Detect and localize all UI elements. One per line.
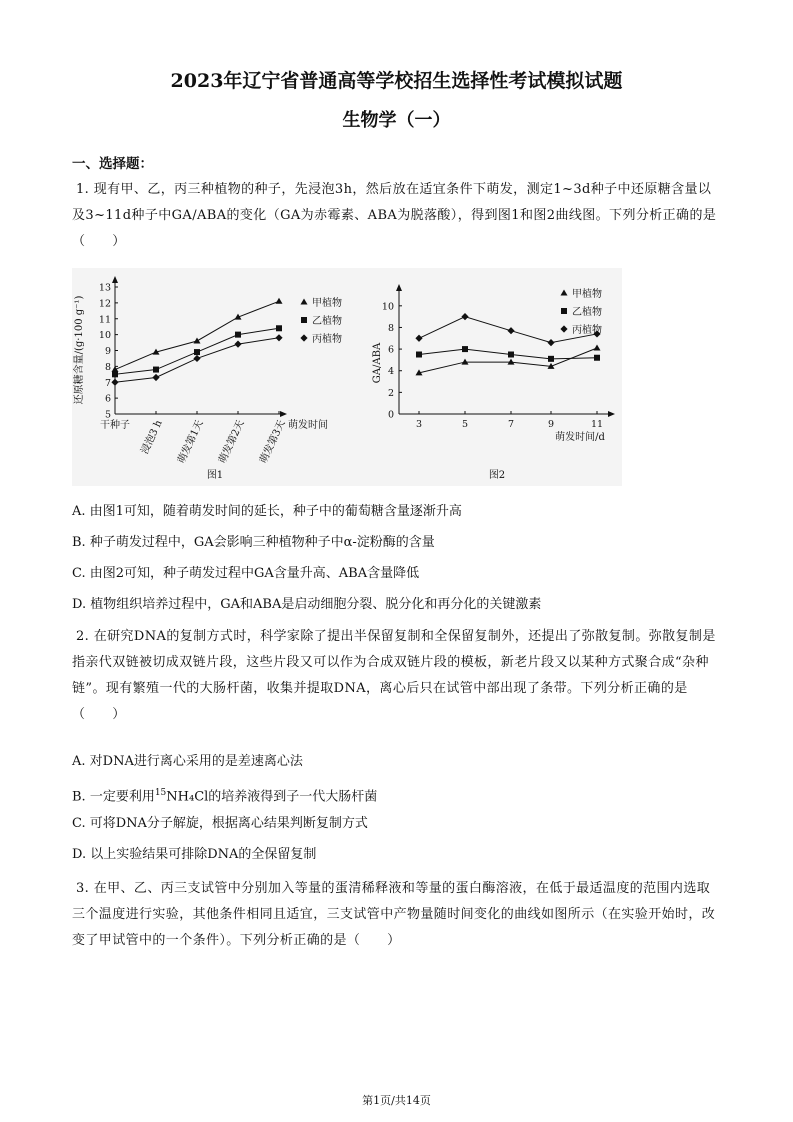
chart2-legend-label: 丙植物 [572,325,602,336]
chart2-point [461,313,468,320]
chart2-x-tick-label: 3 [415,419,423,430]
chart1-legend-label: 丙植物 [312,334,342,345]
q2-option-b-rest: NH₄Cl的培养液得到子一代大肠杆菌 [166,789,378,805]
chart2-y-label: GA/ABA [372,342,383,384]
chart1-x-tick-label: 萌发第2天 [217,418,247,466]
chart1-x-tick-label: 浸泡3 h [139,418,165,456]
chart1-x-arrow [280,411,287,417]
chart2-x-label: 萌发时间/d [555,432,605,443]
chart1-y-tick-label: 7 [104,377,111,389]
chart2-point [594,355,600,361]
chart1-x-tick-label: 干种子 [100,420,130,431]
chart2-y-tick-label: 8 [387,322,394,334]
chart2-y-tick-label: 6 [387,344,394,356]
chart1-point [235,332,241,338]
q1-option-c: C. 由图2可知，种子萌发过程中GA含量升高、ABA含量降低 [72,566,420,581]
page-title: 2023年辽宁省普通高等学校招生选择性考试模拟试题 [170,70,623,92]
chart2-y-arrow [396,284,402,291]
chart2-y-tick-label: 10 [381,301,394,313]
chart2-series-line-3 [419,317,597,343]
q1-option-d: D. 植物组织培养过程中，GA和ABA是启动细胞分裂、脱分化和再分化的关键激素 [72,597,542,612]
chart2-x-tick-label: 7 [507,419,515,430]
chart2-x-tick-label: 9 [547,419,555,430]
question-3-stem: 3. 在甲、乙、丙三支试管中分别加入等量的蛋清稀释液和等量的蛋白酶溶液，在低于最适温度的范围内选取三个温度进行实验，其他条件相同且适宜，三支试管中产物量随时间变化的曲线如图所示（在实验开始时，改变了甲试管中的一个条件）。下列分析正确的是（ ） [72,881,716,948]
question-2-stem: 2. 在研究DNA的复制方式时，科学家除了提出半保留复制和全保留复制外，还提出了弥散复制。弥散复制是指亲代双链被切成双链片段，这些片段又可以作为合成双链片段的模板，新老片段又以某种方式聚合成“杂种链”。现有繁殖一代的大肠杆菌，收集并提取DNA，离心后只在试管中部出现了条带。下列分析正确的是（ ） [72,629,716,722]
q2-option-b-text: B. 一定要利用 [72,789,155,805]
chart2-y-tick-label: 0 [387,409,394,421]
q2-option-b [72,783,377,807]
chart1-y-tick-label: 11 [98,314,111,326]
chart1-point [276,298,283,304]
chart1-point [152,374,159,381]
chart1-y-label: 还原糖含量/(g·100 g⁻¹) [74,295,85,405]
chart1-y-tick-label: 9 [104,346,111,357]
chart1-y-arrow [112,276,118,283]
chart2-point [508,359,515,365]
chart1-legend-marker [301,317,307,323]
q2-option-d: D. 以上实验结果可排除DNA的全保留复制 [72,847,317,862]
chart2-x-tick-label: 11 [590,419,604,430]
chart2-x-arrow [608,411,615,417]
chart1-legend-marker [300,334,307,341]
q1-option-b: B. 种子萌发过程中，GA会影响三种植物种子中α-淀粉酶的含量 [72,535,435,550]
chart2-point [508,352,514,358]
chart1-legend-label: 甲植物 [312,298,342,309]
chart1-y-tick-label: 13 [98,282,111,294]
chart1-point [153,367,159,373]
chart2-legend-label: 甲植物 [572,289,602,300]
chart2-title: 图2 [488,470,506,481]
charts [72,268,622,486]
chart2-legend-marker [561,290,568,296]
q2-option-c: C. 可将DNA分子解旋，根据离心结果判断复制方式 [72,816,368,831]
chart1-point [194,349,200,355]
chart1-y-tick-label: 5 [104,409,111,421]
chart2-point [416,352,422,358]
chart1-point [193,355,200,362]
chart1-point [112,371,118,377]
figure-panel [72,268,622,486]
chart2-point [415,335,422,342]
chart2-legend-marker [560,325,567,332]
chart2-point [548,356,554,362]
chart1-x-tick-label: 萌发第3天 [258,418,288,466]
chart1-point [111,379,118,386]
chart1-point [276,325,282,331]
chart1-y-tick-label: 6 [104,393,111,405]
section-heading: 一、选择题： [72,156,153,172]
q2-option-b-superscript: 15 [154,788,167,798]
chart2-legend-label: 乙植物 [572,307,602,318]
page-subtitle: 生物学（一） [342,110,451,131]
chart1-x-label: 萌发时间 [288,420,328,431]
chart1-y-tick-label: 8 [104,361,111,373]
chart1-legend-label: 乙植物 [312,316,342,327]
page-footer: 第1页/共14页 [362,1094,431,1107]
q2-option-a: A. 对DNA进行离心采用的是差速离心法 [72,754,303,769]
chart1-y-tick-label: 10 [98,330,111,342]
chart2-y-tick-label: 2 [387,387,394,399]
chart2-point [507,327,514,334]
chart2-point [462,359,469,365]
chart2-legend-marker [561,308,567,314]
chart1-point [194,337,201,343]
q1-option-a: A. 由图1可知，随着萌发时间的延长，种子中的葡萄糖含量逐渐升高 [72,504,462,519]
chart1-point [275,334,282,341]
chart2-point [462,346,468,352]
chart1-point [112,366,119,372]
chart1-legend-marker [301,299,308,305]
chart1-point [234,341,241,348]
chart1-title: 图1 [206,470,224,481]
chart1-y-tick-label: 12 [98,298,111,310]
chart2-x-tick-label: 5 [461,419,469,430]
question-1-stem: 1. 现有甲、乙，丙三种植物的种子，先浸泡3h，然后放在适宜条件下萌发，测定1~3d种子中还原糖含量以及3~11d种子中GA/ABA的变化（GA为赤霉素、ABA为脱落酸），得到图1和图2曲线图。下列分析正确的是（ ） [72,182,717,249]
chart2-y-tick-label: 4 [387,366,394,378]
chart1-x-tick-label: 萌发第1天 [176,418,206,466]
chart2-point [594,345,601,351]
chart2-point [547,339,554,346]
